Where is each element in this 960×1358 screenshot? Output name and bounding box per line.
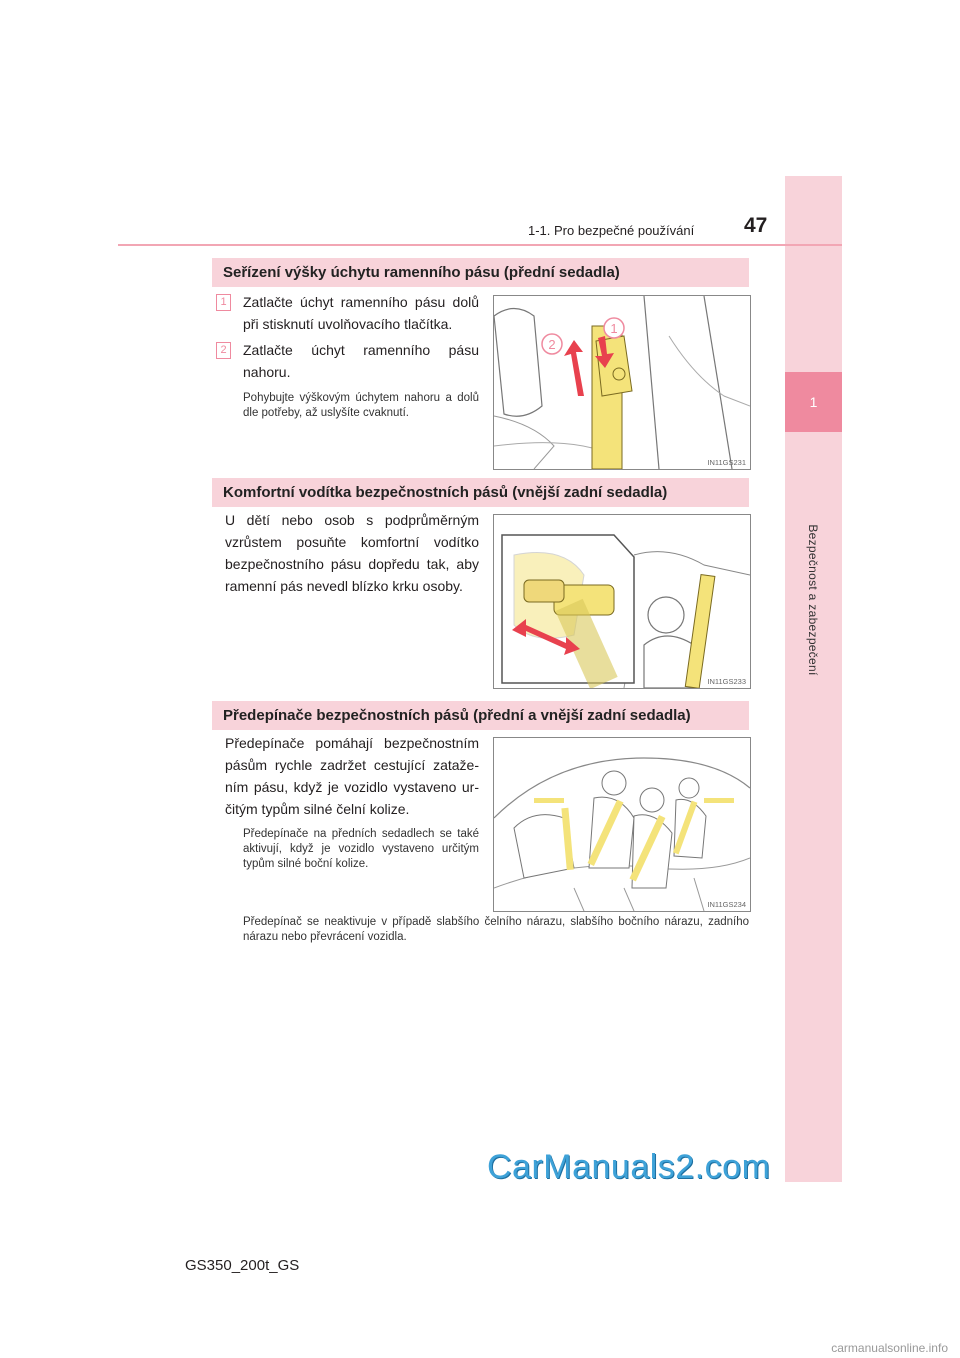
- figure-comfort-guide: [493, 514, 751, 689]
- section-title-shoulder-anchor: Seřízení výšky úchytu ramenního pásu (přední sedadla): [212, 258, 749, 287]
- figure-label-1: 1: [610, 321, 618, 336]
- shoulder-anchor-illustration: [494, 296, 750, 469]
- watermark-carmanualsonline[interactable]: carmanualsonline.info: [831, 1341, 948, 1355]
- pretensioners-illustration: [494, 738, 750, 911]
- chapter-number-tab[interactable]: 1: [785, 372, 842, 432]
- pretensioners-note-2: Předepínač se neaktivuje v případě slabšího čelního nárazu, slabšího bočního nárazu, zadního nárazu nebo převrácení vozidla.: [243, 916, 749, 943]
- figure-pretensioners: [493, 737, 751, 912]
- figure-shoulder-anchor: [493, 295, 751, 470]
- watermark-carmanuals2[interactable]: CarManuals2.com: [487, 1148, 771, 1186]
- section-title-comfort-guides: Komfortní vodítka bezpečnostních pásů (vnější zadní sedadla): [212, 478, 749, 507]
- footer-model-code: GS350_200t_GS: [185, 1257, 300, 1274]
- step-text-2: Zatlačte úchyt ramenního pásu nahoru.: [243, 342, 479, 380]
- figure-code: IN11GS233: [707, 677, 746, 686]
- figure-code: IN11GS231: [707, 458, 746, 467]
- pretensioners-note-1: Předepínače na předních sedadlech se také aktivují, když je vozidlo vystaveno určitým typům silné boční kolize.: [243, 828, 479, 870]
- comfort-guide-illustration: [494, 515, 750, 688]
- pretensioners-text: Předepínače pomáhají bezpečnostním pásům rychle zadržet cestující zataže-ním pásu, když je vozidlo vystaveno ur-čitým typům silné čelní kolize.: [225, 735, 479, 817]
- page-number: 47: [744, 214, 768, 237]
- step-note: Pohybujte výškovým úchytem nahoru a dolů dle potřeby, až uslyšíte cvaknutí.: [243, 392, 479, 419]
- step-marker-1: 1: [216, 294, 231, 311]
- step-marker-2: 2: [216, 342, 231, 359]
- comfort-guides-text: U dětí nebo osob s podprůměrným vzrůstem posuňte komfortní vodítko bezpečnostního pásu dopředu tak, aby ramenní pás nevedl blízko krku osoby.: [225, 512, 479, 594]
- section-title-pretensioners: Předepínače bezpečnostních pásů (přední a vnější zadní sedadla): [212, 701, 749, 730]
- side-tab: [785, 176, 842, 1182]
- figure-label-2: 2: [548, 337, 556, 352]
- header-section-title: 1-1. Pro bezpečné používání: [528, 223, 695, 238]
- step-text-1: Zatlačte úchyt ramenního pásu dolů při stisknutí uvolňovacího tlačítka.: [243, 294, 479, 332]
- header-divider: [118, 244, 842, 246]
- chapter-title: Bezpečnost a zabezpečení: [806, 524, 820, 676]
- figure-code: IN11GS234: [707, 900, 746, 909]
